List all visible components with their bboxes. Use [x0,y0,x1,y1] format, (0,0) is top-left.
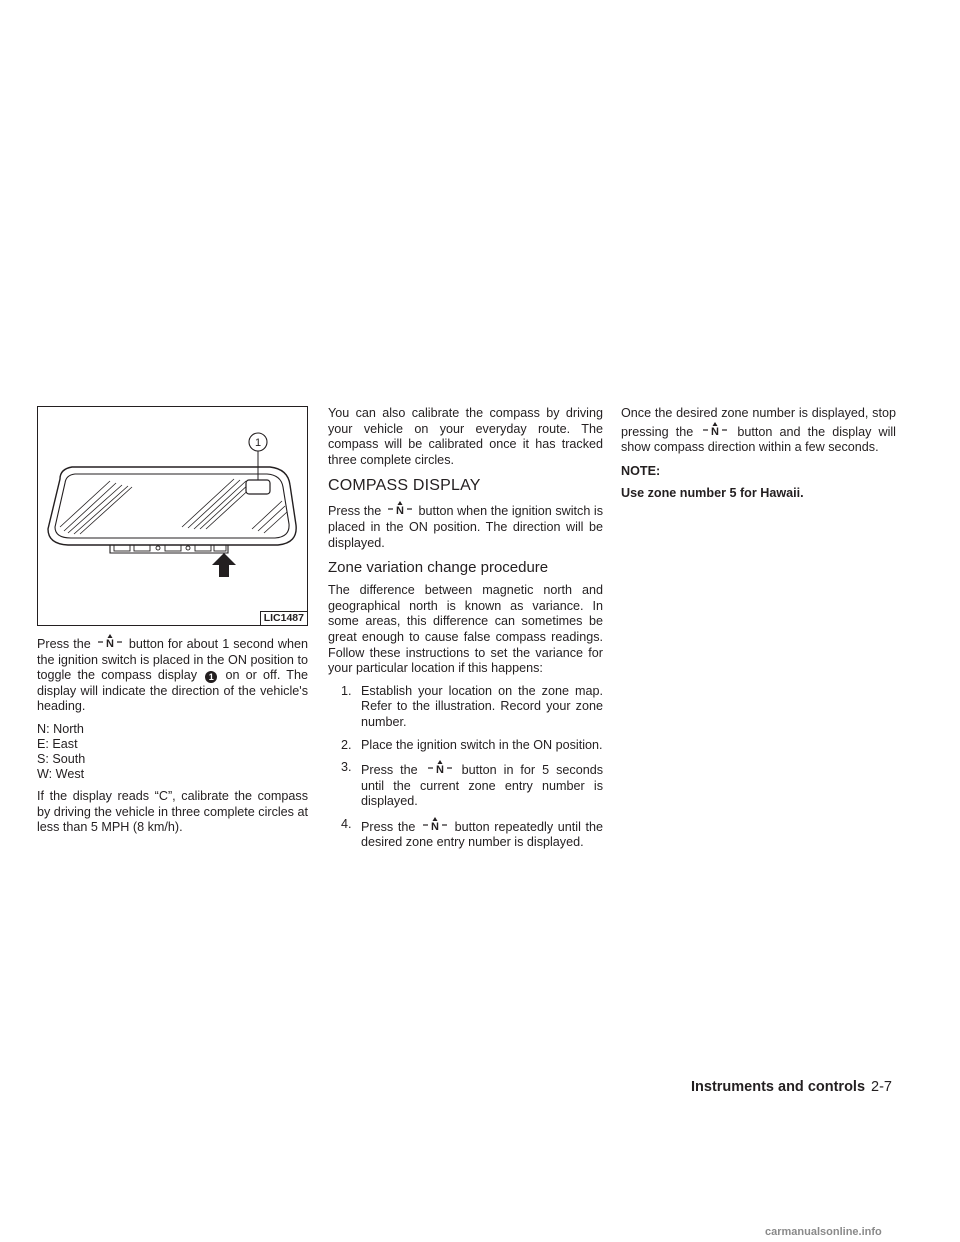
step-item [328,760,603,810]
col2-paragraph-1: You can also calibrate the compass by driving your vehicle on your everyday route. The compass will be calibrated once it has tracked three complete circles. [328,406,603,467]
text: Once the desired zone number is displayed, stop pressing the [621,406,896,439]
step-text: Press the [361,819,416,834]
step-number: 3. [341,760,352,775]
mirror-drawing [38,407,307,625]
compass-n-button-icon [385,501,415,517]
compass-n-button-icon [425,760,455,776]
svg-text:N: N [431,820,439,833]
step-number: 2. [341,737,352,752]
callout-1-icon: 1 [205,671,217,683]
compass-n-button-icon [95,634,125,650]
text: button for about 1 second when the ignition switch is placed in the ON position to toggle the compass display [37,637,309,683]
step-text: button in for 5 seconds until the current zone entry number is displayed. [361,763,604,809]
text: on or off. The display will indicate the direction of the vehicle's heading. [37,668,308,714]
step-text: Establish your location on the zone map. Refer to the illustration. Record your zone number. [361,683,603,729]
direction-item: S: South [37,751,86,766]
procedure-steps [328,684,603,851]
text: Press the [328,504,382,519]
direction-item: E: East [37,736,78,751]
direction-item: N: North [37,721,84,736]
figure-label: LIC1487 [260,611,307,625]
text: button and the display will show compass direction within a few seconds. [621,424,896,455]
svg-text:N: N [435,764,444,777]
heading-compass-display: COMPASS DISPLAY [328,477,481,495]
page-footer [0,1080,892,1096]
callout-1-text: 1 [254,437,262,449]
col1-paragraph-2: If the display reads “C”, calibrate the compass by driving the vehicle in three complete circles at less than 5 MPH (8 km/h). [37,788,308,835]
column-3 [621,406,896,509]
compass-n-button-icon [420,817,450,833]
svg-text:N: N [105,638,114,650]
direction-list [37,722,308,782]
note-heading: NOTE: [621,463,661,478]
step-item [328,684,603,731]
step-text: Place the ignition switch in the ON position. [361,737,603,752]
col1-paragraph-1 [37,634,308,715]
heading-zone-variation: Zone variation change procedure [328,559,549,577]
section-title: Instruments and controls [691,1079,866,1095]
step-number: 1. [341,683,352,698]
rearview-mirror-illustration [37,406,308,626]
column-2 [328,406,603,858]
column-1 [37,406,308,843]
page-number: 2-7 [871,1079,892,1095]
compass-n-button-icon [700,422,730,438]
note-body: Use zone number 5 for Hawaii. [621,486,804,501]
col3-paragraph-1 [621,406,896,456]
step-number: 4. [341,816,352,831]
step-item [328,738,603,754]
svg-text:N: N [711,425,720,438]
col2-paragraph-3: The difference between magnetic north and geographical north is known as variance. In some areas, this difference can sometimes be great enough to cause false compass readings. Follow these instructions to set the variance for your particular location if this happens: [328,583,603,676]
step-text: button repeatedly until the desired zone entry number is displayed. [361,819,604,850]
text: Press the [37,637,91,651]
watermark[interactable]: carmanualsonline.info [765,1226,882,1238]
step-text: Press the [361,763,418,778]
text: button when the ignition switch is placed in the ON position. The direction will be displayed. [328,504,604,550]
direction-item: W: West [37,766,85,781]
svg-text:N: N [395,505,404,518]
step-item [328,817,603,851]
col2-paragraph-2 [328,501,603,551]
